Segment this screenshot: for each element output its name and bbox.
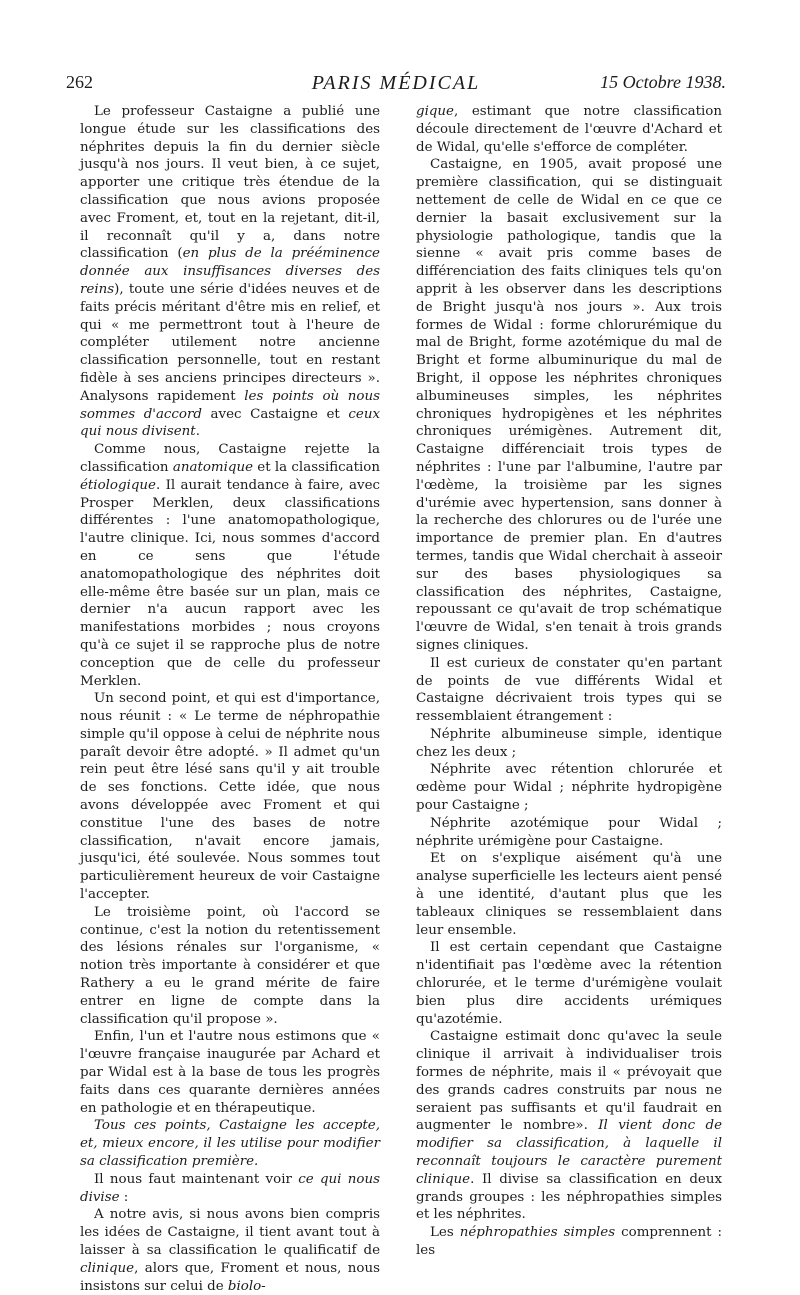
left-column bbox=[80, 103, 380, 1295]
paragraph: Castaigne estimait donc qu'avec la seule clinique il arrivait à individualiser trois formes de néphrite, mais il « prévoyait que des grands cadres construits par nous ne seraient pas suffisants et qu'il faudrait en augmenter le nombre». Il vient donc de modifier sa classification, à laquelle il reconnaît toujours le caractère purement clinique. Il divise sa classification en deux grands groupes : les néphropathies simples et les néphrites. bbox=[416, 1029, 722, 1223]
paragraph: Il nous faut maintenant voir ce qui nous divise : bbox=[80, 1171, 380, 1205]
paragraph: Comme nous, Castaigne rejette la classification anatomique et la classification étiologique. Il aurait tendance à faire, avec Prosper Merklen, deux classifications différentes : l'une anatomopathologique, l'autre clinique. Ici, nous sommes d'accord en ce sens que l'étude anatomopathologique des néphrites doit elle-même être basée sur un plan, mais ce dernier n'a aucun rapport avec les manifestations morbides ; nous croyons qu'à ce sujet il se rapproche plus de notre conception que de celle du professeur Merklen. bbox=[80, 442, 380, 689]
paragraph: Néphrite avec rétention chlorurée et œdème pour Widal ; néphrite hydropigène pour Castaigne ; bbox=[416, 762, 722, 814]
journal-title: PARIS MÉDICAL bbox=[311, 72, 481, 94]
paragraph: gique, estimant que notre classification découle directement de l'œuvre d'Achard et de Widal, qu'elle s'efforce de compléter. bbox=[416, 104, 722, 155]
paragraph: Les néphropathies simples comprennent : les bbox=[416, 1225, 723, 1258]
page-header bbox=[66, 72, 726, 100]
paragraph: Castaigne, en 1905, avait proposé une première classification, qui se distinguait nettement de celle de Widal en ce que ce dernier la basait exclusivement sur la physiologie pathologique, tandis que la sienne « avait pris comme bases de différenciation des faits cliniques tels qu'on apprit à les observer dans les descriptions de Bright jusqu'à nos jours ». Aux trois formes de Widal : forme chlorurémique du mal de Bright, forme azotémique du mal de Bright et forme albuminurique du mal de Bright, il oppose les néphrites chroniques albumineuses simples, les néphrites chroniques hydropigènes et les néphrites chroniques urémigènes. Autrement dit, Castaigne différenciait trois types de néphrites : l'une par l'albumine, l'autre par l'œdème, la troisième par les signes d'urémie avec hypertension, sans donner à la recherche des chlorures ou de l'urée une importance de premier plan. En d'autres termes, tandis que Widal cherchait à asseoir sur des bases physiologiques sa classification des néphrites, Castaigne, repoussant ce qu'avait de trop schématique l'œuvre de Widal, s'en tenait à trois grands signes cliniques. bbox=[416, 157, 722, 653]
page-number: 262 bbox=[66, 72, 93, 92]
paragraph: Néphrite albumineuse simple, identique chez les deux ; bbox=[416, 726, 722, 760]
paragraph: Néphrite azotémique pour Widal ; néphrite urémigène pour Castaigne. bbox=[416, 815, 722, 849]
paragraph: Il est curieux de constater qu'en partant de points de vue différents Widal et Castaigne décrivaient trois types qui se ressemblaient étrangement : bbox=[416, 655, 722, 725]
paragraph: Il est certain cependant que Castaigne n'identifiait pas l'œdème avec la rétention chlorurée, et le terme d'urémigène voulait bien plus dire accidents urémiques qu'azotémie. bbox=[416, 940, 722, 1027]
paragraph: Tous ces points, Castaigne les accepte, et, mieux encore, il les utilise pour modifier sa classification première. bbox=[80, 1118, 380, 1170]
paragraph: A notre avis, si nous avons bien compris les idées de Castaigne, il tient avant tout à laisser à sa classification le qualificatif de clinique, alors que, Froment et nous, nous insistons sur celui de biolo- bbox=[80, 1207, 380, 1294]
paragraph: Un second point, et qui est d'importance, nous réunit : « Le terme de néphropathie simple qu'il oppose à celui de néphrite nous paraît devoir être adopté. » Il admet qu'un rein peut être lésé sans qu'il y ait trouble de ses fonctions. Cette idée, que nous avons développée avec Froment et qui constitue l'une des bases de notre classification, n'avait encore jamais, jusqu'ici, été soulevée. Nous sommes tout particulièrement heureux de voir Castaigne l'accepter. bbox=[80, 691, 380, 903]
paragraph: Enfin, l'un et l'autre nous estimons que « l'œuvre française inaugurée par Achard et par Widal est à la base de tous les progrès faits dans ces quarante dernières années en pathologie et en thérapeutique. bbox=[80, 1029, 380, 1116]
paragraph: Et on s'explique aisément qu'à une analyse superficielle les lecteurs aient pensé à une identité, d'autant plus que les tableaux cliniques se ressemblaient dans leur ensemble. bbox=[416, 851, 722, 938]
paragraph: Le troisième point, où l'accord se continue, c'est la notion du retentissement des lésions rénales sur l'organisme, « notion très importante à considérer et que Rathery a eu le grand mérite de faire entrer en ligne de compte dans la classification qu'il propose ». bbox=[80, 904, 380, 1027]
paragraph: Le professeur Castaigne a publié une longue étude sur les classifications des néphrites depuis la fin du dernier siècle jusqu'à nos jours. Il veut bien, à ce sujet, apporter une critique très étendue de la classification que nous avions proposée avec Froment, et, tout en la rejetant, dit-il, il reconnaît qu'il y a, dans notre classification (en plus de la prééminence donnée aux insuffisances diverses des reins), toute une série d'idées neuves et de faits précis méritant d'être mis en relief, et qui « me permettront tout à l'heure de compléter utilement notre ancienne classification personnelle, tout en restant fidèle à ses anciens principes directeurs ». Analysons rapidement les points où nous sommes d'accord avec Castaigne et ceux qui nous divisent. bbox=[80, 104, 380, 440]
right-column bbox=[416, 103, 722, 1260]
issue-date: 15 Octobre 1938. bbox=[600, 72, 726, 92]
